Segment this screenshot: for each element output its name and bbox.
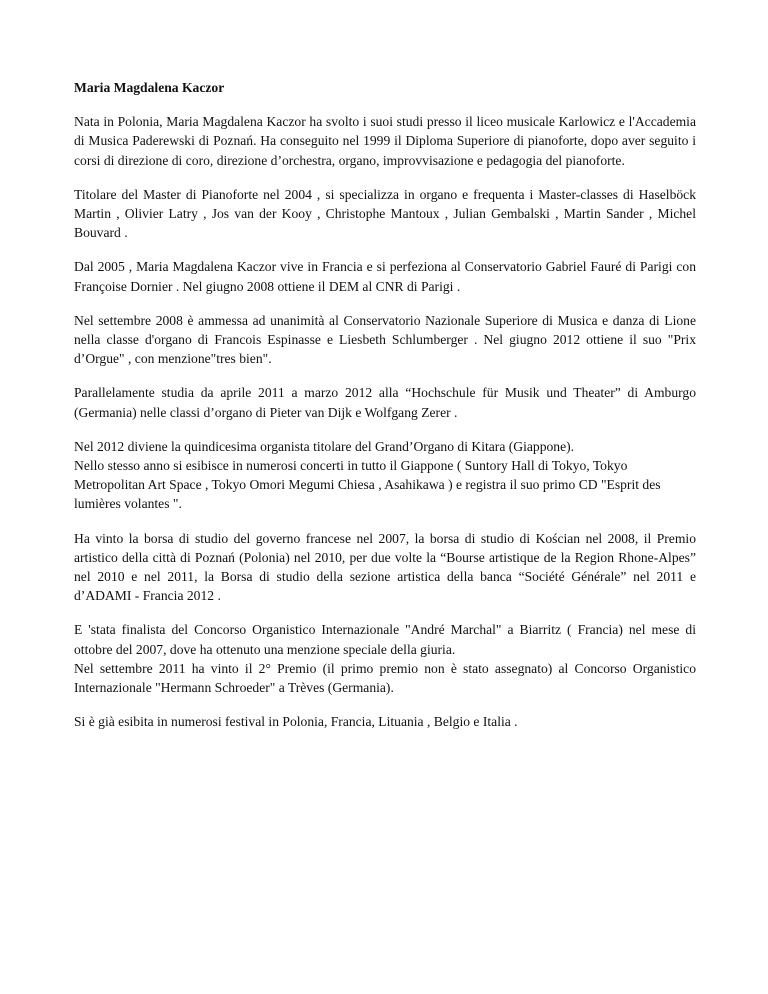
paragraph-line: Nel settembre 2008 è ammessa ad unanimità al Conservatorio Nazionale Superiore di Musica e danza di Lione nella classe d'organo di Francois Espinasse e Liesbeth Schlumberger . Nel giugno 2012 ottiene il suo "Prix d’Orgue" , con menzione"tres bien". [74, 312, 696, 367]
paragraph-line: Parallelamente studia da aprile 2011 a marzo 2012 alla “Hochschule für Musik und Theater” di Amburgo (Germania) nelle classi d’organo di Pieter van Dijk e Wolfgang Zerer . [74, 385, 696, 420]
paragraph-awards [74, 529, 696, 606]
paragraph-line: E 'stata finalista del Concorso Organistico Internazionale "André Marchal" a Biarritz ( Francia) nel mese di ottobre del 2007, dove ha ottenuto una menzione speciale della giuria. [74, 622, 696, 657]
paragraph-competitions [74, 620, 696, 697]
paragraph-line: Dal 2005 , Maria Magdalena Kaczor vive in Francia e si perfeziona al Conservatorio Gabriel Fauré di Parigi con Françoise Dornier . Nel giugno 2008 ottiene il DEM al CNR di Parigi . [74, 259, 696, 294]
paragraph-japan [74, 437, 696, 514]
paragraph-line: Si è già esibita in numerosi festival in Polonia, Francia, Lituania , Belgio e Italia . [74, 714, 518, 730]
paragraph-line: Nel 2012 diviene la quindicesima organista titolare del Grand’Organo di Kitara (Giappone). [74, 438, 575, 454]
paragraph-festivals [74, 712, 696, 731]
paragraph-master [74, 185, 696, 243]
document-page [74, 78, 696, 746]
paragraph-hamburg [74, 383, 696, 421]
paragraph-line: Nello stesso anno si esibisce in numerosi concerti in tutto il Giappone ( Suntory Hall di Tokyo, Tokyo Metropolitan Art Space , Tokyo Omori Megumi Chiesa , Asahikawa ) e registra il suo primo CD "Esprit des lumières volantes ". [74, 458, 661, 512]
paragraph-line: Ha vinto la borsa di studio del governo francese nel 2007, la borsa di studio di Kościan nel 2008, il Premio artistico della città di Poznań (Polonia) nel 2010, per due volte la “Bourse artistique de la Region Rhone-Alpes” nel 2010 e nel 2011, la Borsa di studio della sezione artistica della banca “Société Générale” nel 2011 e d’ADAMI - Francia 2012 . [74, 530, 696, 604]
paragraph-line: Nata in Polonia, Maria Magdalena Kaczor ha svolto i suoi studi presso il liceo musicale Karlowicz e l'Accademia di Musica Paderewski di Poznań. Ha conseguito nel 1999 il Diploma Superiore di pianoforte, dopo aver seguito i corsi di direzione di coro, direzione d’orchestra, organo, improvvisazione e pedagogia del pianoforte. [74, 114, 696, 168]
paragraph-education [74, 112, 696, 170]
document-title: Maria Magdalena Kaczor [74, 80, 225, 95]
paragraph-line: Titolare del Master di Pianoforte nel 2004 , si specializza in organo e frequenta i Master-classes di Haselböck Martin , Olivier Latry , Jos van der Kooy , Christophe Mantoux , Julian Gembalski , Martin Sander , Michel Bouvard . [74, 186, 696, 241]
paragraph-lyon [74, 311, 696, 369]
paragraph-france [74, 257, 696, 295]
paragraph-line: Nel settembre 2011 ha vinto il 2° Premio (il primo premio non è stato assegnato) al Concorso Organistico Internazionale "Hermann Schroeder" a Trèves (Germania). [74, 660, 696, 696]
